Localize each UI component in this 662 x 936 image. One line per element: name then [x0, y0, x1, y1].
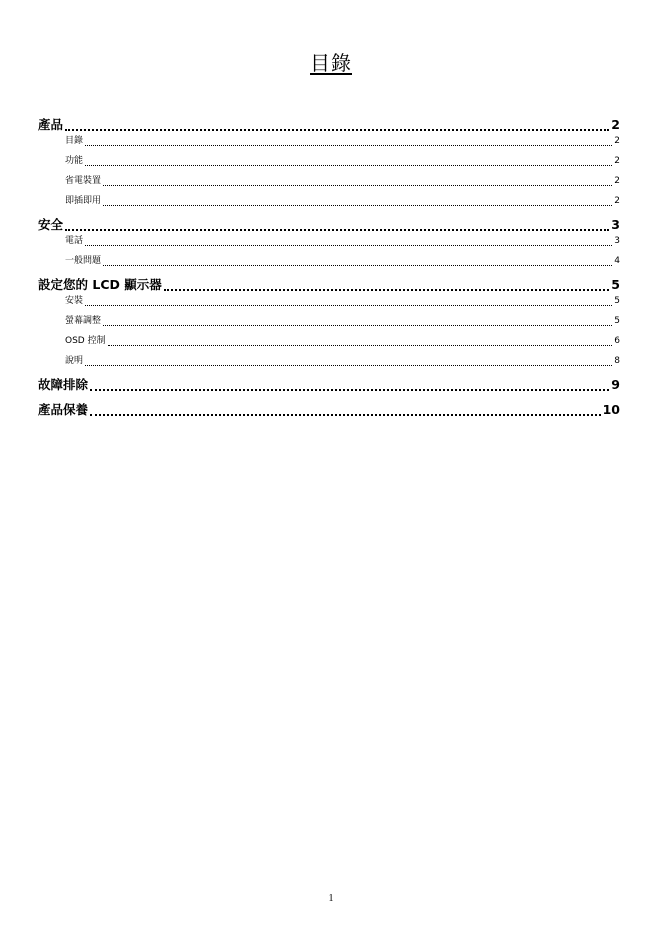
toc-subentry[interactable] — [38, 314, 620, 328]
toc-page-number: 2 — [614, 156, 620, 166]
toc-page-number: 5 — [611, 277, 620, 292]
toc-subentry[interactable] — [38, 194, 620, 208]
toc-subentry[interactable] — [38, 134, 620, 148]
toc-page-number: 2 — [614, 196, 620, 206]
toc-label: 說明 — [65, 356, 84, 366]
dot-leader — [103, 194, 612, 208]
toc-subentry[interactable] — [38, 254, 620, 268]
toc-entry-troubleshooting[interactable] — [38, 376, 620, 394]
toc-label: 螢幕調整 — [65, 316, 102, 326]
dot-leader — [103, 254, 612, 268]
dot-leader — [65, 216, 609, 234]
dot-leader — [85, 294, 612, 308]
toc-label: 產品保養 — [38, 402, 89, 417]
toc-label: 功能 — [65, 156, 84, 166]
toc-entry-products[interactable] — [38, 116, 620, 134]
toc-label: 設定您的 LCD 顯示器 — [38, 277, 162, 292]
toc-label: OSD 控制 — [65, 336, 106, 346]
toc-entry-maintenance[interactable] — [38, 401, 620, 419]
dot-leader — [90, 376, 609, 394]
toc-page-number: 4 — [614, 256, 620, 266]
toc-page-number: 3 — [611, 217, 620, 232]
toc-page-number: 9 — [611, 377, 620, 392]
toc-page-number: 5 — [614, 316, 620, 326]
toc-label: 目錄 — [65, 136, 84, 146]
toc-subentry[interactable] — [38, 294, 620, 308]
toc-page-number: 2 — [614, 136, 620, 146]
toc-label: 即插即用 — [65, 196, 102, 206]
dot-leader — [103, 314, 612, 328]
toc-label: 省電裝置 — [65, 176, 102, 186]
toc-page-number: 2 — [611, 117, 620, 132]
toc-page-number: 5 — [614, 296, 620, 306]
toc-subentry[interactable] — [38, 174, 620, 188]
dot-leader — [108, 334, 613, 348]
toc-page-number: 2 — [614, 176, 620, 186]
toc-label: 安全 — [38, 217, 64, 232]
toc-label: 故障排除 — [38, 377, 89, 392]
toc-page-number: 6 — [614, 336, 620, 346]
toc-label: 電話 — [65, 236, 84, 246]
page-number: 1 — [328, 893, 334, 904]
dot-leader — [85, 154, 612, 168]
toc-subentry[interactable] — [38, 334, 620, 348]
table-of-contents — [38, 116, 620, 419]
toc-label: 產品 — [38, 117, 64, 132]
toc-subentry[interactable] — [38, 354, 620, 368]
dot-leader — [103, 174, 612, 188]
dot-leader — [85, 234, 612, 248]
toc-subentry[interactable] — [38, 154, 620, 168]
dot-leader — [85, 354, 612, 368]
toc-label: 一般問題 — [65, 256, 102, 266]
toc-page-number: 8 — [614, 356, 620, 366]
toc-entry-setup[interactable] — [38, 276, 620, 294]
dot-leader — [65, 116, 609, 134]
toc-page-number: 3 — [614, 236, 620, 246]
toc-page-number: 10 — [602, 402, 620, 417]
dot-leader — [85, 134, 612, 148]
page-title: 目錄 — [310, 51, 352, 75]
toc-entry-safety[interactable] — [38, 216, 620, 234]
dot-leader — [90, 401, 601, 419]
toc-label: 安裝 — [65, 296, 84, 306]
toc-subentry[interactable] — [38, 234, 620, 248]
dot-leader — [164, 276, 610, 294]
